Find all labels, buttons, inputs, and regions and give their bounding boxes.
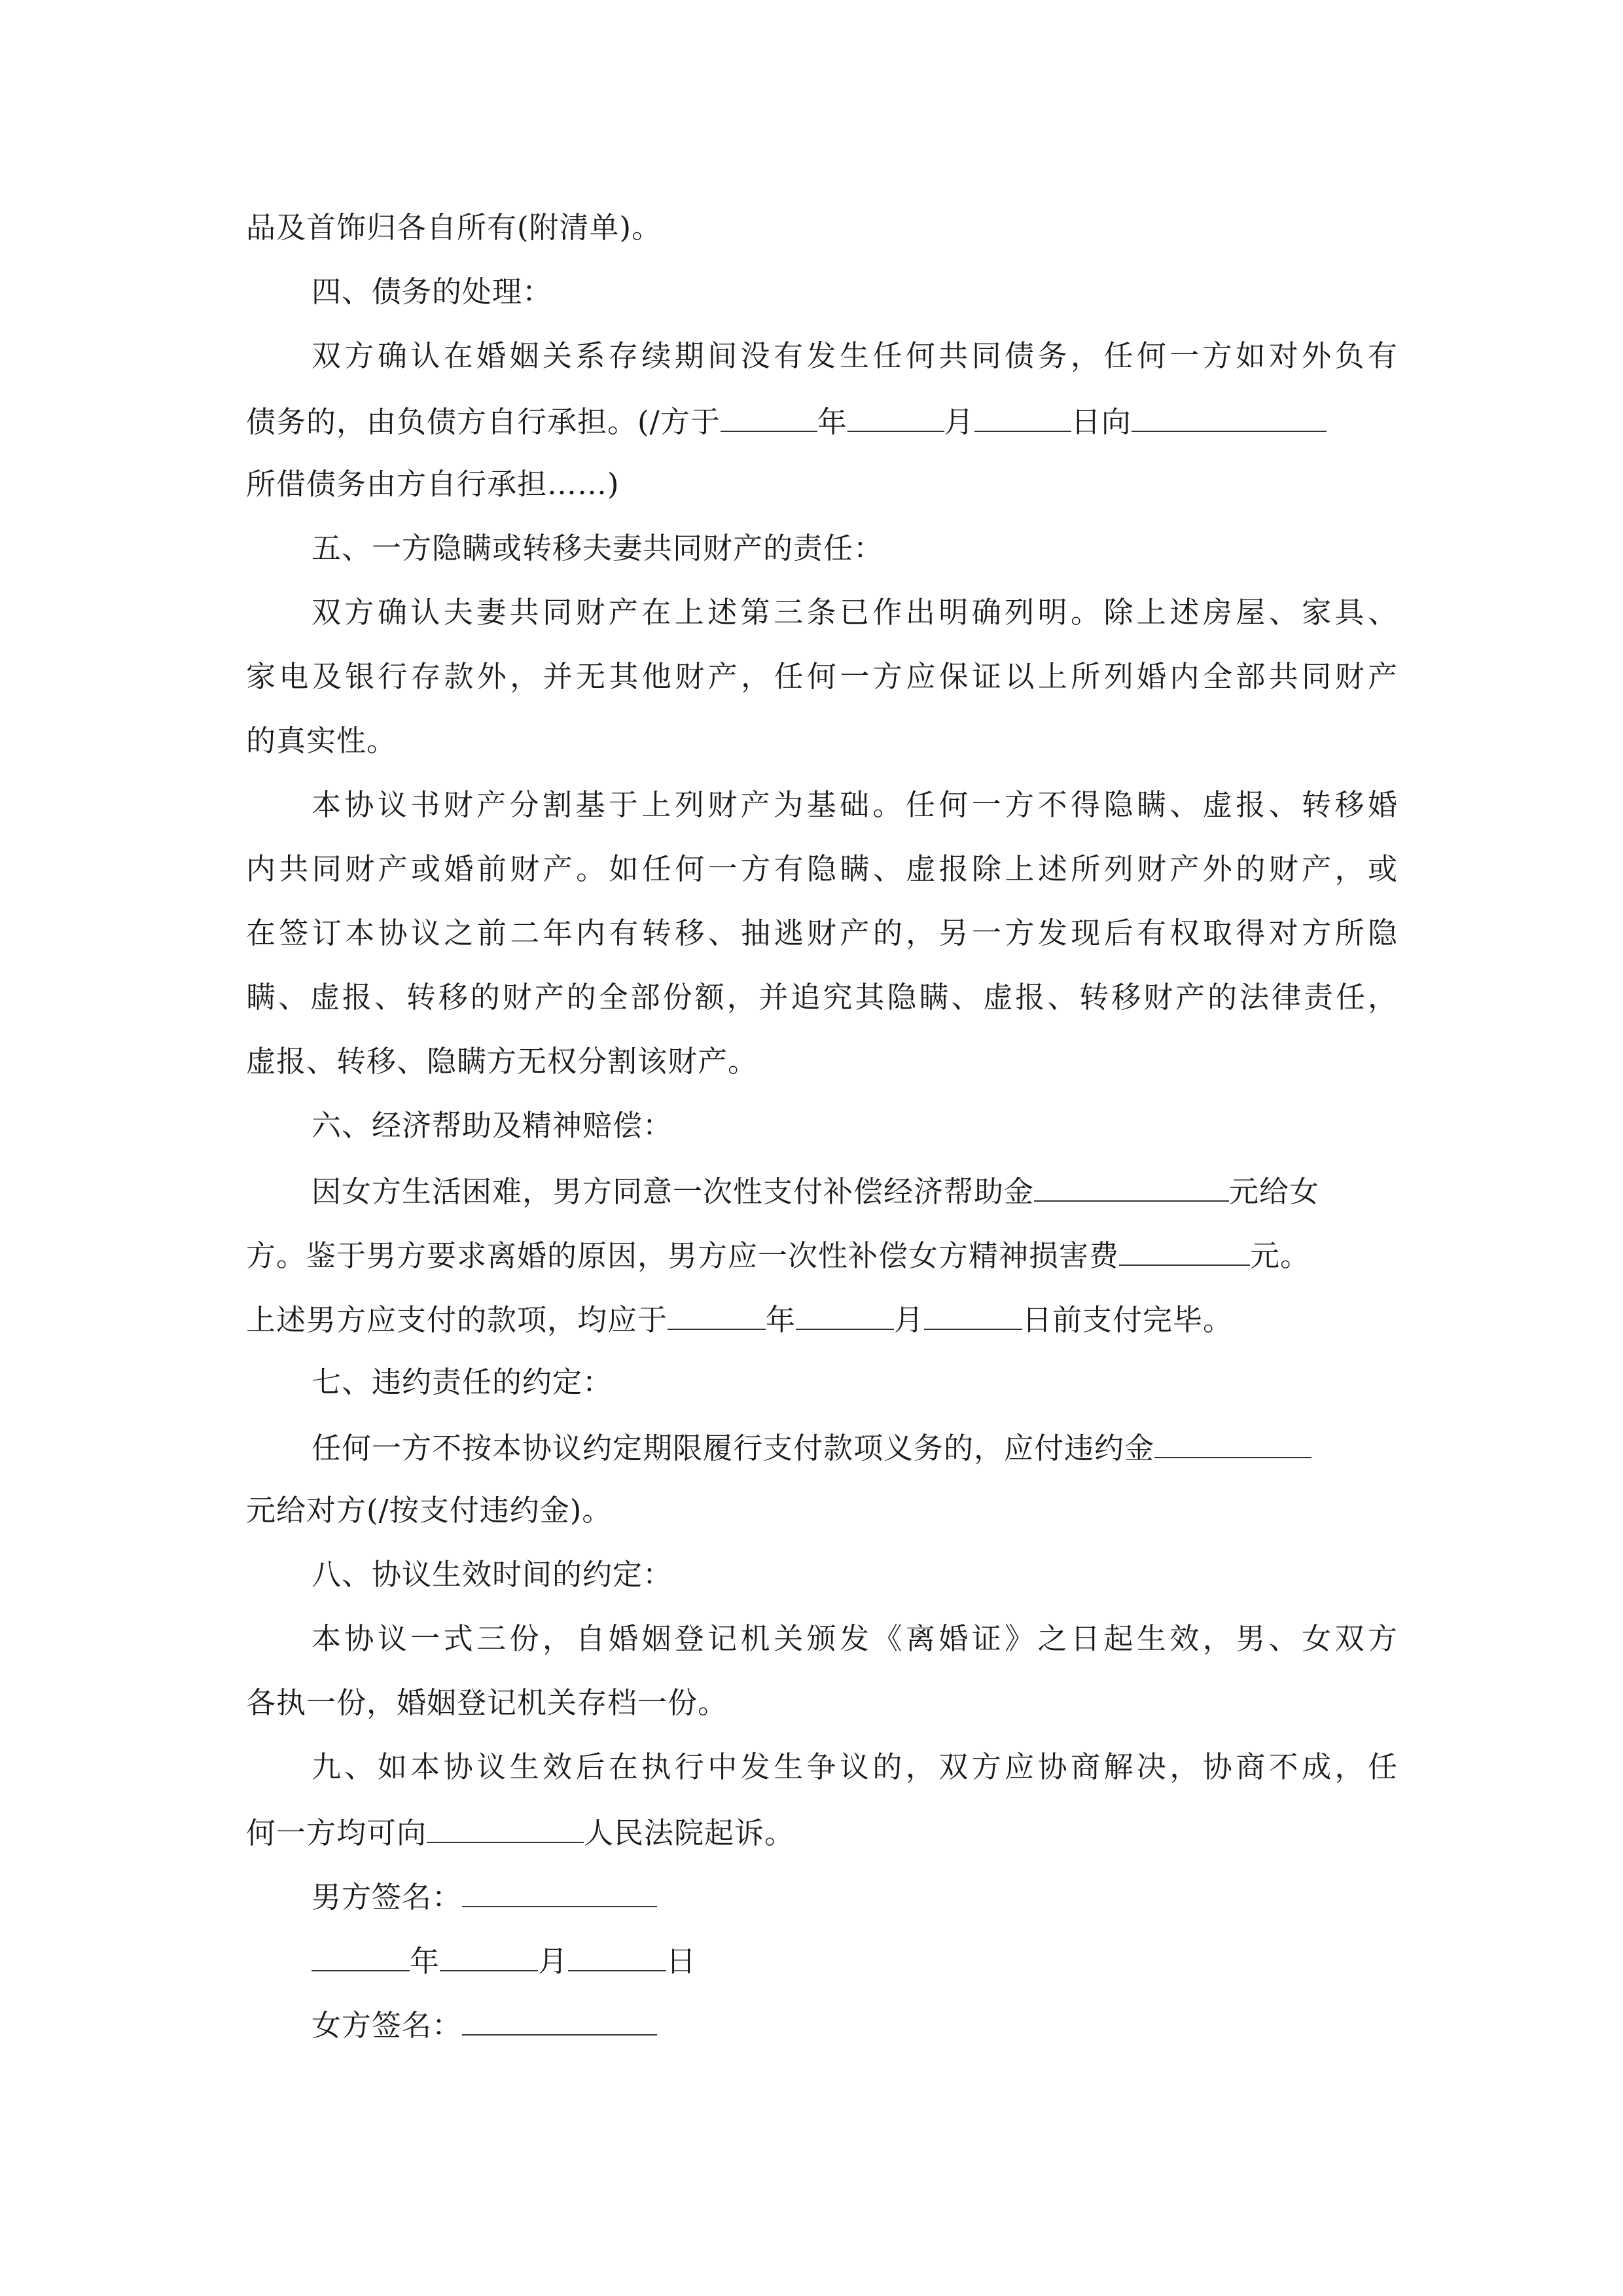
text-line	[312, 1427, 1398, 1468]
text-line: 虚报、转移、隐瞒方无权分割该财产。	[246, 1044, 758, 1079]
female-signature-label: 女方签名：	[312, 2008, 463, 2043]
signature-blank	[462, 2004, 657, 2036]
text-span: 月	[944, 404, 974, 439]
blank-field	[440, 1940, 538, 1971]
female-signature-line	[312, 2004, 1398, 2045]
text-line	[312, 1170, 1398, 1211]
blank-field	[427, 1812, 584, 1843]
blank-field	[312, 1940, 410, 1971]
text-span: 年	[766, 1302, 796, 1337]
text-span: 年	[817, 404, 847, 439]
text-line: 品及首饰归各自所有(附清单)。	[246, 210, 662, 245]
text-span: 月	[538, 1944, 569, 1979]
male-signature-line	[312, 1876, 1398, 1917]
text-line: 各执一份，婚姻登记机关存档一份。	[246, 1685, 728, 1720]
text-line: 家电及银行存款外，并无其他财产，任何一方应保证以上所列婚内全部共同财产	[246, 659, 1398, 694]
text-span: 月	[894, 1302, 925, 1337]
section-5-heading: 五、一方隐瞒或转移夫妻共同财产的责任：	[312, 531, 884, 565]
blank-field	[924, 1299, 1022, 1330]
text-span: 方。鉴于男方要求离婚的原因，男方应一次性补偿女方精神损害费	[246, 1238, 1120, 1273]
text-span: 任何一方不按本协议约定期限履行支付款项义务的，应付违约金	[312, 1431, 1155, 1465]
blank-field	[847, 401, 944, 432]
text-line	[246, 1299, 1398, 1340]
signature-blank	[462, 1876, 657, 1907]
blank-field	[1132, 401, 1327, 432]
blank-field	[1034, 1170, 1229, 1202]
blank-field	[668, 1299, 766, 1330]
text-line: 本协议一式三份，自婚姻登记机关颁发《离婚证》之日起生效，男、女双方	[312, 1621, 1398, 1656]
text-span: 因女方生活困难，男方同意一次性支付补偿经济帮助金	[312, 1174, 1035, 1209]
text-line: 瞒、虚报、转移的财产的全部份额，并追究其隐瞒、虚报、转移财产的法律责任，	[246, 980, 1398, 1014]
text-span: 日	[666, 1944, 697, 1979]
blank-field	[568, 1940, 666, 1971]
section-8-heading: 八、协议生效时间的约定：	[312, 1557, 673, 1592]
section-7-heading: 七、违约责任的约定：	[312, 1365, 613, 1399]
text-span: 元给女	[1229, 1174, 1320, 1209]
text-span: 年	[410, 1944, 440, 1979]
text-line: 元给对方(/按支付违约金)。	[246, 1493, 613, 1528]
text-line	[246, 1812, 1398, 1853]
text-line: 所借债务由方自行承担……)	[246, 467, 620, 501]
text-line	[246, 1234, 1398, 1276]
section-4-heading: 四、债务的处理：	[312, 274, 553, 309]
text-line: 在签订本协议之前二年内有转移、抽逃财产的，另一方发现后有权取得对方所隐	[246, 916, 1398, 950]
male-signature-label: 男方签名：	[312, 1880, 463, 1914]
text-span: 日向	[1071, 404, 1132, 439]
blank-field	[721, 401, 817, 432]
blank-field	[1119, 1234, 1250, 1266]
text-line	[246, 401, 1398, 442]
blank-field	[1154, 1427, 1311, 1458]
text-line: 本协议书财产分割基于上列财产为基础。任何一方不得隐瞒、虚报、转移婚	[312, 787, 1398, 822]
text-span: 上述男方应支付的款项，均应于	[246, 1302, 668, 1337]
text-line: 的真实性。	[246, 723, 397, 758]
section-9-text: 九、如本协议生效后在执行中发生争议的，双方应协商解决，协商不成，任	[312, 1749, 1398, 1784]
text-span: 债务的，由负债方自行承担。(/方于	[246, 404, 721, 439]
text-line: 双方确认夫妻共同财产在上述第三条已作出明确列明。除上述房屋、家具、	[312, 595, 1398, 630]
text-span: 元。	[1250, 1238, 1311, 1273]
text-span: 人民法院起诉。	[584, 1816, 795, 1850]
blank-field	[974, 401, 1071, 432]
text-span: 日前支付完毕。	[1022, 1302, 1234, 1337]
text-span: 何一方均可向	[246, 1816, 427, 1850]
blank-field	[796, 1299, 894, 1330]
date-line	[312, 1940, 1398, 1981]
section-6-heading: 六、经济帮助及精神赔偿：	[312, 1108, 673, 1143]
text-line: 内共同财产或婚前财产。如任何一方有隐瞒、虚报除上述所列财产外的财产，或	[246, 852, 1398, 886]
text-line: 双方确认在婚姻关系存续期间没有发生任何共同债务，任何一方如对外负有	[312, 338, 1398, 373]
